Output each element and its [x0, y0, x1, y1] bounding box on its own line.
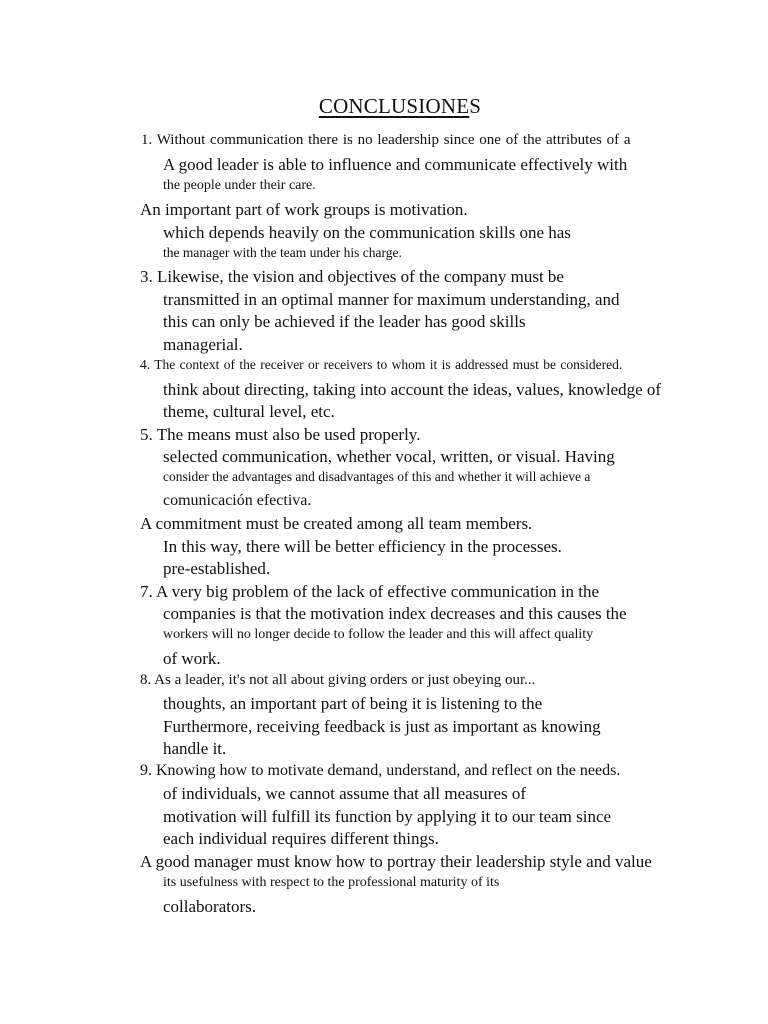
title-rest-part: S [469, 94, 482, 118]
text-line: motivation will fulfill its function by applying it to our team since [163, 807, 612, 826]
text-line: A good leader is able to influence and communicate effectively with [163, 155, 628, 174]
text-line: of individuals, we cannot assume that all measures of [163, 784, 527, 803]
text-line: transmitted in an optimal manner for maximum understanding, and [163, 290, 620, 309]
text-line: In this way, there will be better efficiency in the processes. [163, 537, 562, 556]
text-line: Furthermore, receiving feedback is just as important as knowing [163, 717, 601, 736]
text-line: theme, cultural level, etc. [163, 402, 335, 421]
text-line: A commitment must be created among all team members. [140, 514, 533, 533]
text-line: consider the advantages and disadvantages of this and whether it will achieve a [163, 469, 591, 484]
text-line: An important part of work groups is motivation. [140, 200, 468, 219]
text-line: pre-established. [163, 559, 271, 578]
text-line: collaborators. [163, 897, 256, 916]
text-line: 9. Knowing how to motivate demand, understand, and reflect on the needs. [140, 762, 621, 779]
text-line: workers will no longer decide to follow the leader and this will affect quality [163, 627, 594, 642]
text-line: managerial. [163, 335, 243, 354]
text-line: which depends heavily on the communication skills one has [163, 223, 571, 242]
text-line: the people under their care. [163, 178, 316, 193]
text-line: 7. A very big problem of the lack of effective communication in the [140, 582, 600, 601]
text-line: A good manager must know how to portray their leadership style and value [140, 852, 652, 871]
text-line: 4. The context of the receiver or receivers to whom it is addressed must be considered. [140, 357, 623, 372]
text-line: comunicación efectiva. [163, 492, 312, 509]
page-title [0, 94, 768, 119]
text-line: 8. As a leader, it's not all about giving orders or just obeying our... [140, 672, 536, 688]
text-line: of work. [163, 649, 221, 668]
text-line: this can only be achieved if the leader has good skills [163, 312, 526, 331]
text-line: the manager with the team under his charge. [163, 245, 402, 260]
text-line: its usefulness with respect to the professional maturity of its [163, 875, 500, 890]
text-line: 3. Likewise, the vision and objectives of the company must be [140, 267, 564, 286]
text-line: handle it. [163, 739, 227, 758]
text-line: each individual requires different things. [163, 829, 439, 848]
text-line: selected communication, whether vocal, written, or visual. Having [163, 447, 615, 466]
text-line: thoughts, an important part of being it is listening to the [163, 694, 543, 713]
text-line: 1. Without communication there is no leadership since one of the attributes of a [141, 132, 631, 148]
text-line: think about directing, taking into account the ideas, values, knowledge of [163, 380, 662, 399]
text-line: 5. The means must also be used properly. [140, 425, 421, 444]
text-line: companies is that the motivation index decreases and this causes the [163, 604, 627, 623]
title-underlined-part: CONCLUSIONE [318, 94, 470, 118]
